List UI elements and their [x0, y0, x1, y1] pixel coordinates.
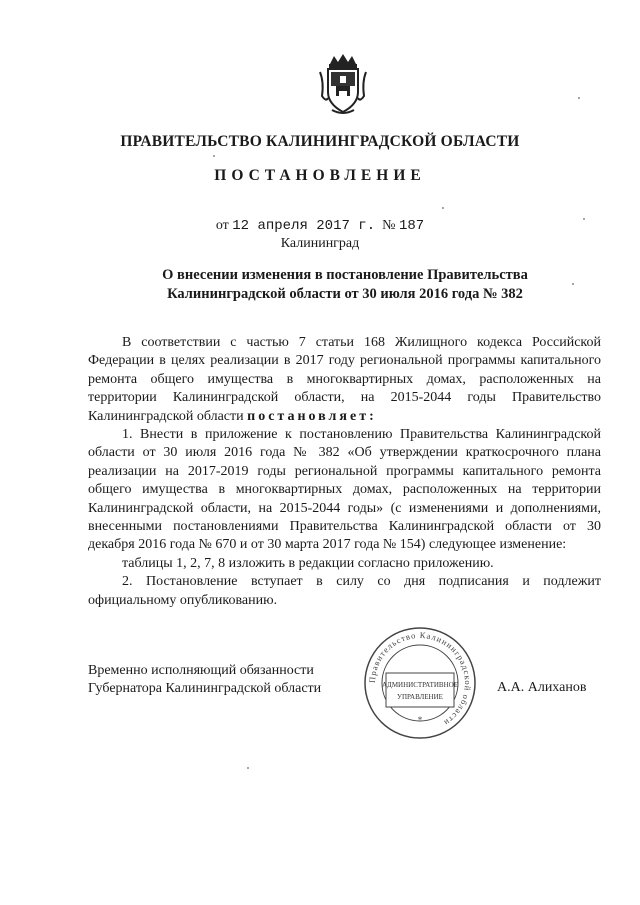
coat-of-arms-icon	[316, 52, 370, 116]
document-subject	[90, 266, 600, 304]
signatory-role	[88, 662, 321, 699]
document-number: 187	[398, 218, 425, 234]
role-line-2: Губернатора Калининградской области	[88, 681, 322, 697]
stamp-center-line-2: УПРАВЛЕНИЕ	[397, 693, 443, 701]
scan-speck	[578, 97, 580, 99]
signatory-name: А.А. Алиханов	[497, 680, 587, 695]
document-type: ПОСТАНОВЛЕНИЕ	[214, 167, 426, 184]
item-1-detail: таблицы 1, 2, 7, 8 изложить в редакции согласно приложению.	[122, 555, 494, 571]
preamble-text: В соответствии с частью 7 статьи 168 Жилищного кодекса Российской Федерации в целях реализации в 2017 году региональной программы капитального ремонта общего имущества в многоквартирных домах, расположенных на территории Калининградской области, на 2015-2044 годы Правительство Калининградской области	[88, 335, 601, 424]
item-1-paragraph: 1. Внести в приложение к постановлению Правительства Калининградской области от 30 июля 2016 года № 382 «Об утверждении краткосрочного плана реализации на 2017-2019 годы региональной программы капитального ремонта общего имущества в многоквартирных домах, расположенных на территории Калининградской области, на 2015-2044 годы» (с изменениями и дополнениями, внесенными постановлениями Правительства Калининградской области от 30 декабря 2016 года № 670 и от 30 марта 2017 года № 154) следующее изменение:	[88, 427, 601, 553]
scan-speck	[583, 218, 585, 220]
stamp-ring-text: Правительство Калининградской области	[366, 629, 474, 729]
official-stamp	[362, 625, 478, 741]
dateline	[0, 218, 640, 234]
date-prefix: от	[215, 218, 229, 233]
subject-line-1: О внесении изменения в постановление Правительства	[162, 267, 528, 283]
resolves-keyword: постановляет:	[247, 408, 377, 424]
item-2-paragraph: 2. Постановление вступает в силу со дня подписания и подлежит официальному опубликованию.	[88, 574, 601, 608]
subject-line-2: Калининградской области от 30 июля 2016 года № 382	[167, 286, 523, 302]
scan-speck	[213, 155, 215, 157]
city: Калининград	[280, 236, 360, 251]
stamp-star-icon: *	[417, 715, 423, 725]
document-body	[88, 334, 601, 610]
document-date: 12 апреля 2017 г.	[232, 218, 376, 234]
number-sign: №	[382, 218, 396, 233]
role-line-1: Временно исполняющий обязанности	[88, 663, 314, 678]
stamp-center-line-1: АДМИНИСТРАТИВНОЕ	[382, 681, 458, 689]
preamble-paragraph	[88, 334, 601, 426]
scan-speck	[442, 207, 444, 209]
scan-speck	[572, 283, 574, 285]
organization-title: ПРАВИТЕЛЬСТВО КАЛИНИНГРАДСКОЙ ОБЛАСТИ	[120, 133, 520, 150]
scan-speck	[247, 767, 249, 769]
